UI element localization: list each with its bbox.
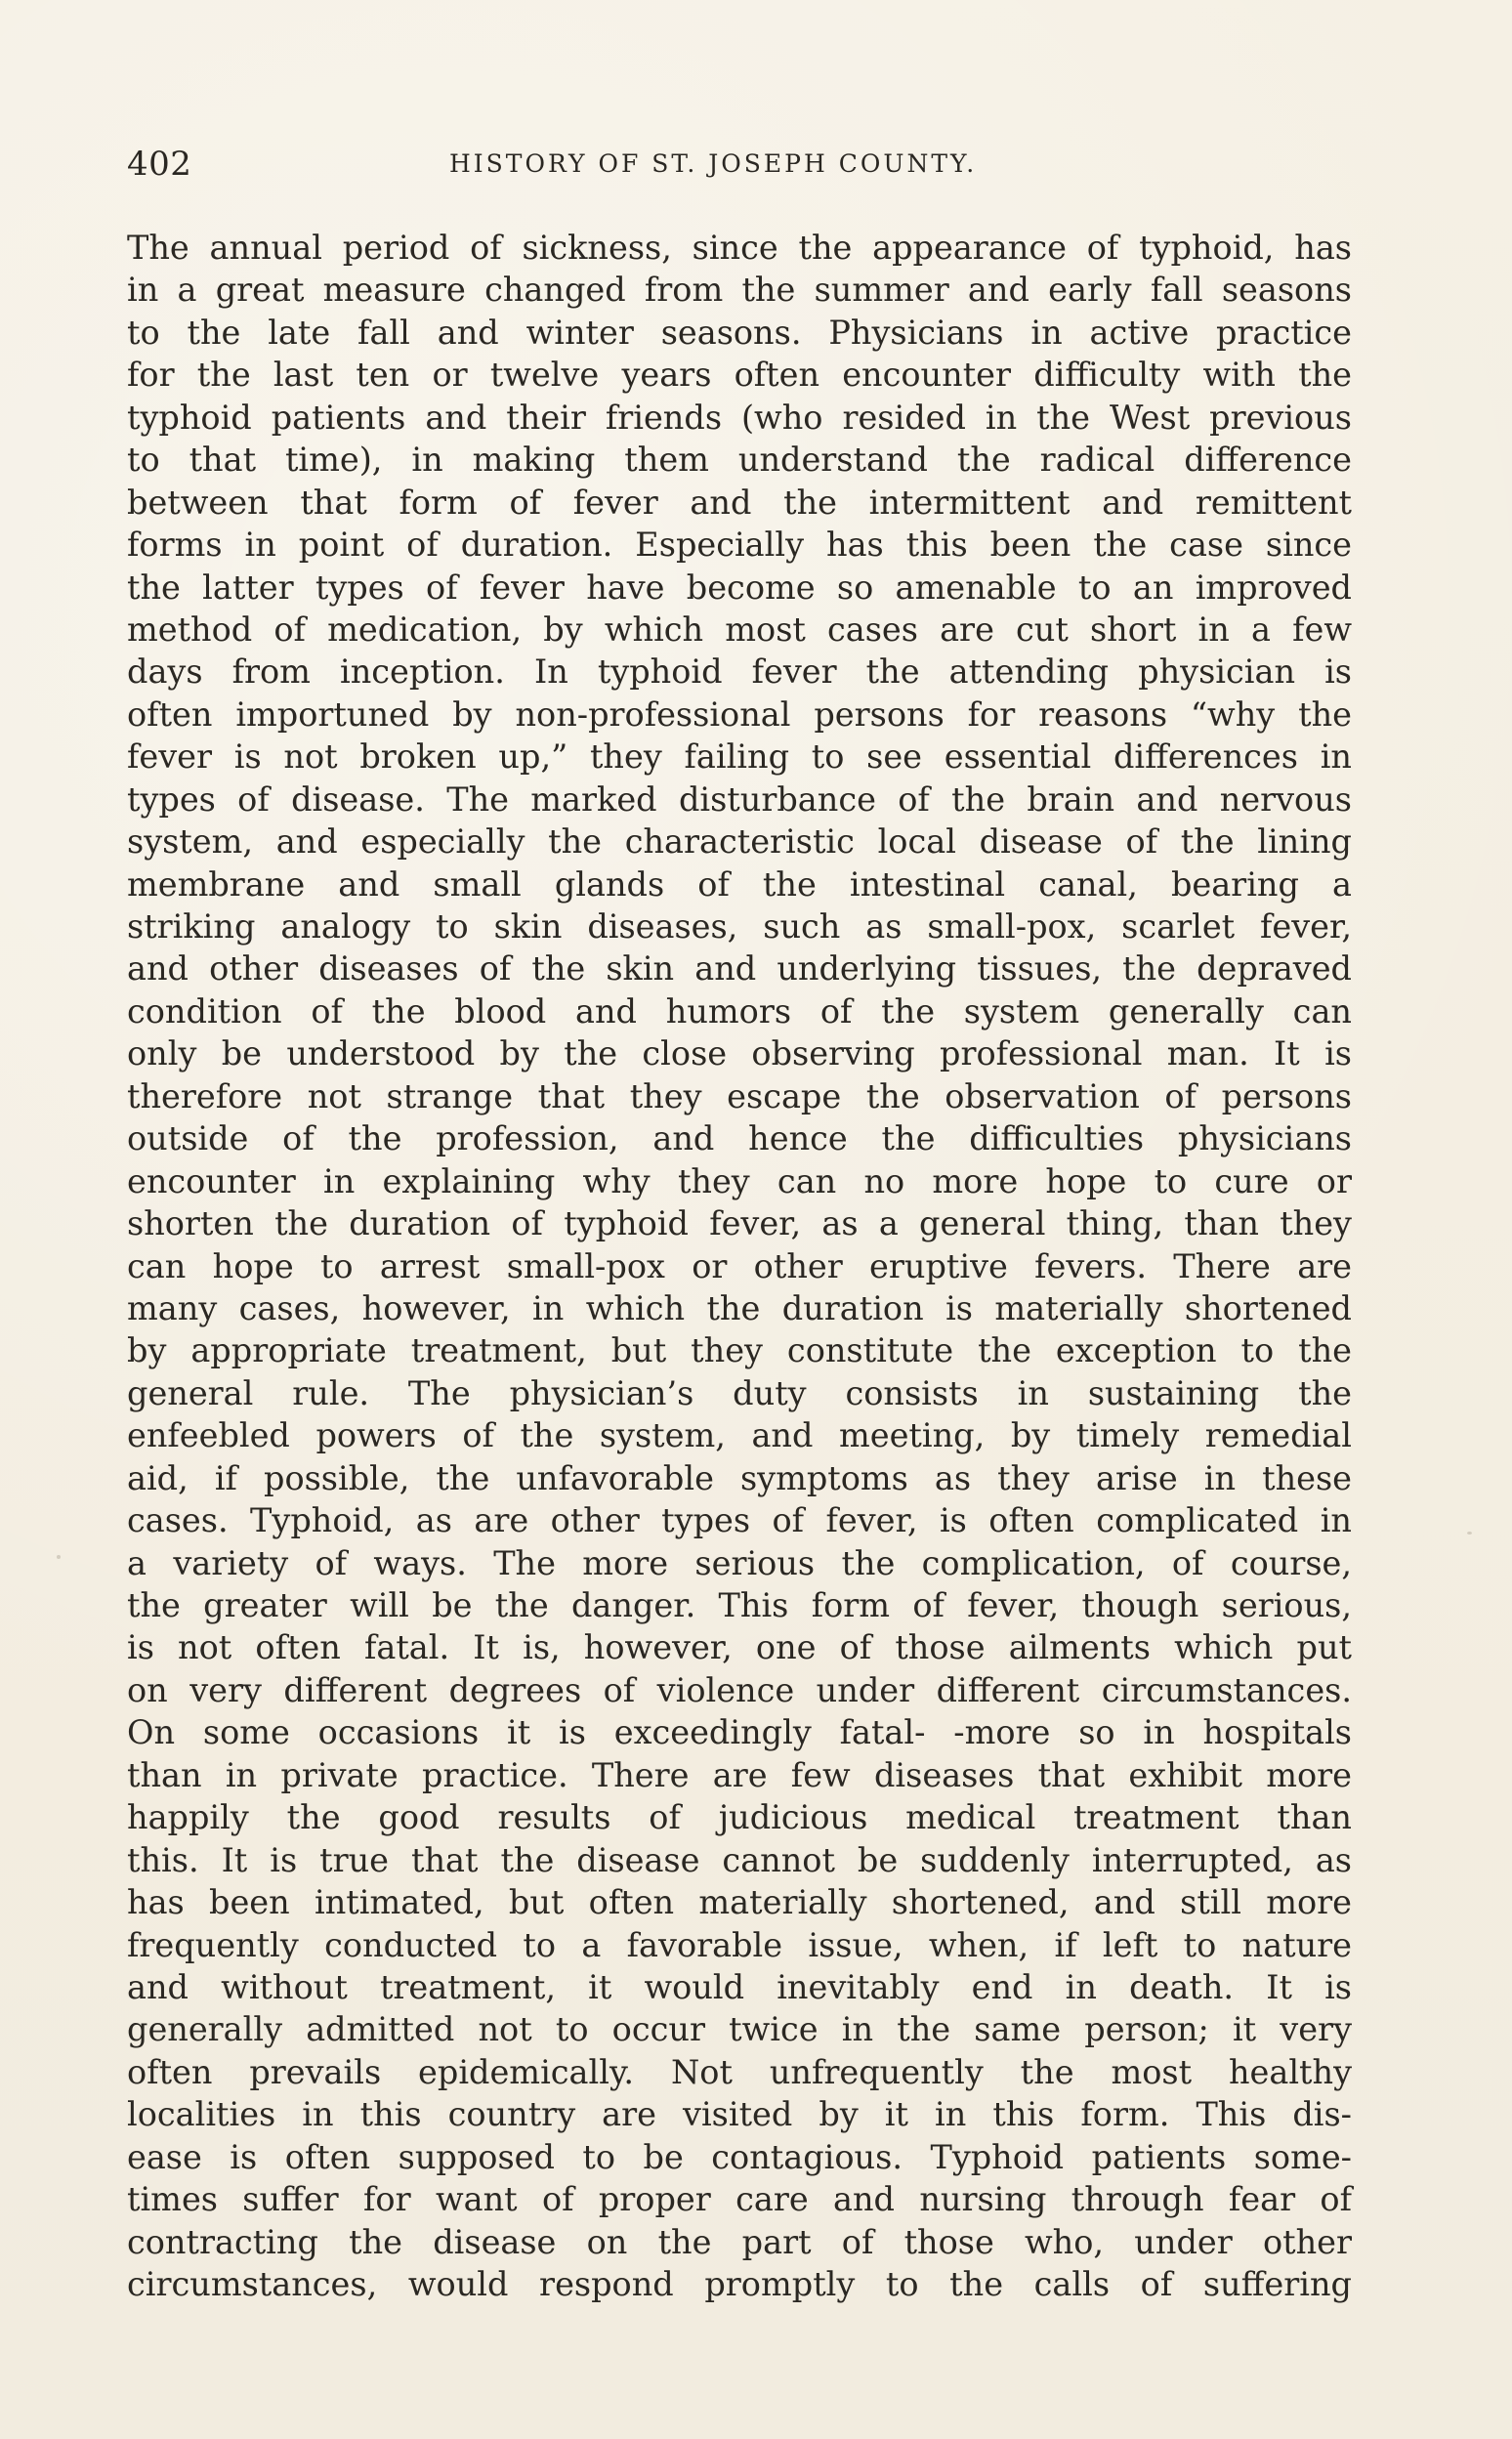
text-line: enfeebled powers of the system, and meeting, by timely remedial xyxy=(127,1416,1352,1455)
text-line: therefore not strange that they escape the observation of persons xyxy=(127,1076,1352,1115)
text-line: days from inception. In typhoid fever the attending physician is xyxy=(127,652,1352,692)
text-line: frequently conducted to a favorable issue, when, if left to nature xyxy=(127,1925,1352,1964)
text-line: in a great measure changed from the summer and early fall seasons xyxy=(127,271,1352,310)
text-line: On some occasions it is exceedingly fatal- -more so in hospitals xyxy=(127,1713,1352,1752)
text-line: for the last ten or twelve years often encounter difficulty with the xyxy=(127,356,1352,395)
text-line: contracting the disease on the part of those who, under other xyxy=(127,2222,1352,2261)
text-line: circumstances, would respond promptly to the calls of suffering xyxy=(127,2265,1352,2303)
text-line: system, and especially the characteristic local disease of the lining xyxy=(127,822,1352,862)
paper-speck xyxy=(1467,1532,1472,1535)
text-line: condition of the blood and humors of the system generally can xyxy=(127,991,1352,1030)
text-line: cases. Typhoid, as are other types of fever, is often complicated in xyxy=(127,1501,1352,1540)
text-line: method of medication, by which most cases are cut short in a few xyxy=(127,610,1352,649)
text-line: than in private practice. There are few diseases that exhibit more xyxy=(127,1755,1352,1794)
text-line: fever is not broken up,” they failing to see essential differences in xyxy=(127,737,1352,777)
text-line: membrane and small glands of the intestinal canal, bearing a xyxy=(127,864,1352,904)
text-line: The annual period of sickness, since the appearance of typhoid, has xyxy=(127,229,1352,267)
text-line: types of disease. The marked disturbance of the brain and nervous xyxy=(127,779,1352,819)
text-line: happily the good results of judicious medical treatment than xyxy=(127,1798,1352,1837)
text-line: to the late fall and winter seasons. Physicians in active practice xyxy=(127,313,1352,352)
text-line: often prevails epidemically. Not unfrequently the most healthy xyxy=(127,2052,1352,2091)
text-line: general rule. The physician’s duty consists in sustaining the xyxy=(127,1373,1352,1412)
page-header xyxy=(127,145,1353,184)
text-line: between that form of fever and the intermittent and remittent xyxy=(127,483,1352,522)
running-head: HISTORY OF ST. JOSEPH COUNTY. xyxy=(449,149,978,178)
text-line: and without treatment, it would inevitably end in death. It is xyxy=(127,1967,1352,2006)
text-line: only be understood by the close observing professional man. It is xyxy=(127,1034,1352,1073)
text-line: striking analogy to skin diseases, such as small-pox, scarlet fever, xyxy=(127,907,1352,946)
text-line: the greater will be the danger. This form of fever, though serious, xyxy=(127,1586,1352,1624)
text-line: shorten the duration of typhoid fever, as a general thing, than they xyxy=(127,1204,1352,1243)
text-line: generally admitted not to occur twice in the same person; it very xyxy=(127,2010,1352,2049)
page-number: 402 xyxy=(127,145,192,184)
text-line: on very different degrees of violence under different circumstances. xyxy=(127,1670,1352,1709)
text-line: this. It is true that the disease cannot be suddenly interrupted, as xyxy=(127,1840,1352,1879)
text-line: aid, if possible, the unfavorable symptoms as they arise in these xyxy=(127,1458,1352,1497)
body-text xyxy=(127,227,1352,2305)
text-line: to that time), in making them understand the radical difference xyxy=(127,441,1352,480)
text-line: ease is often supposed to be contagious. Typhoid patients some- xyxy=(127,2137,1352,2176)
text-line: localities in this country are visited by it in this form. This dis- xyxy=(127,2095,1352,2134)
text-line: times suffer for want of proper care and nursing through fear of xyxy=(127,2180,1352,2219)
text-line: outside of the profession, and hence the difficulties physicians xyxy=(127,1119,1352,1158)
text-line: encounter in explaining why they can no more hope to cure or xyxy=(127,1161,1352,1200)
text-line: has been intimated, but often materially shortened, and still more xyxy=(127,1883,1352,1922)
paper-speck xyxy=(57,1555,61,1559)
text-line: a variety of ways. The more serious the complication, of course, xyxy=(127,1543,1352,1582)
text-line: and other diseases of the skin and underlying tissues, the depraved xyxy=(127,949,1352,988)
text-line: forms in point of duration. Especially has this been the case since xyxy=(127,526,1352,565)
text-line: often importuned by non-professional persons for reasons “why the xyxy=(127,694,1352,734)
text-line: is not often fatal. It is, however, one of those ailments which put xyxy=(127,1628,1352,1667)
text-line: many cases, however, in which the duration is materially shortened xyxy=(127,1288,1352,1327)
text-line: typhoid patients and their friends (who resided in the West previous xyxy=(127,398,1352,437)
text-line: the latter types of fever have become so amenable to an improved xyxy=(127,568,1352,607)
text-line: by appropriate treatment, but they constitute the exception to the xyxy=(127,1331,1352,1370)
text-line: can hope to arrest small-pox or other eruptive fevers. There are xyxy=(127,1246,1352,1285)
